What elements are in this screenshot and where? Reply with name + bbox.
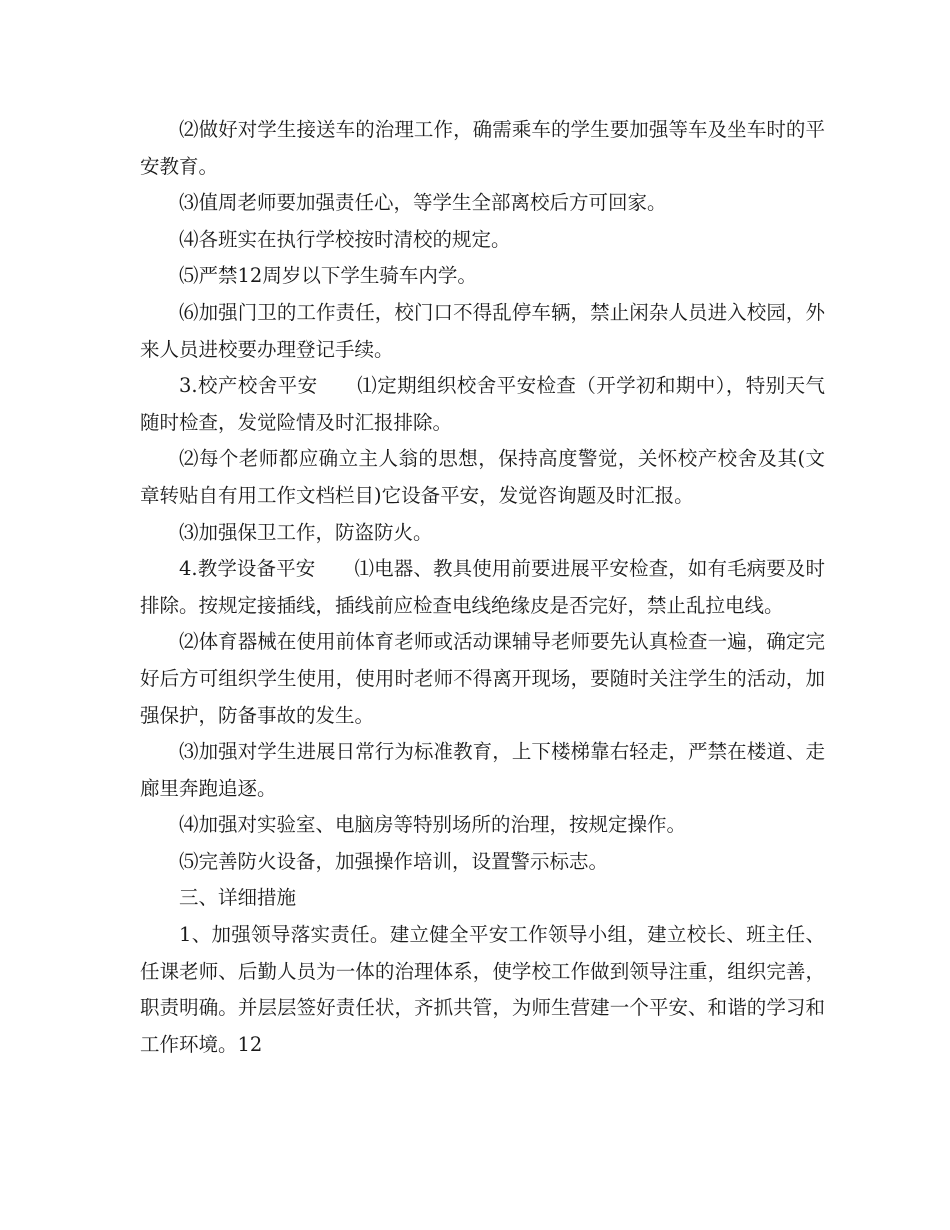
paragraph: ⑷各班实在执行学校按时清校的规定。: [179, 227, 511, 251]
paragraph: ⑵做好对学生接送车的治理工作，确需乘车的学生要加强等车及坐车时的平安教育。: [140, 118, 825, 178]
paragraph: ⑷加强对实验室、电脑房等特别场所的治理，按规定操作。: [179, 813, 687, 837]
paragraph: 1、加强领导落实责任。建立健全平安工作领导小组，建立校长、班主任、任课老师、后勤人员为一体的治理体系，使学校工作做到领导注重，组织完善，职责明确。并层层签好责任状，齐抓共管，为师生营建一个平安、和谐的学习和工作环境。12: [140, 923, 825, 1056]
paragraph: 4.教学设备平安 ⑴电器、教具使用前要进展平安检查，如有毛病要及时排除。按规定接插线，插线前应检查电线绝缘皮是否完好，禁止乱拉电线。: [140, 557, 825, 617]
paragraph: ⑵每个老师都应确立主人翁的思想，保持高度警觉，关怀校产校舍及其(文章转贴自有用工作文档栏目)它设备平安，发觉咨询题及时汇报。: [140, 447, 825, 507]
paragraph: 3.校产校舍平安 ⑴定期组织校舍平安检查（开学初和期中），特别天气随时检查，发觉险情及时汇报排除。: [140, 374, 825, 434]
section-heading: 三、详细措施: [179, 886, 297, 910]
paragraph: ⑶加强对学生进展日常行为标准教育，上下楼梯靠右轻走，严禁在楼道、走廊里奔跑追逐。: [140, 740, 825, 800]
paragraph: ⑵体育器械在使用前体育老师或活动课辅导老师要先认真检查一遍，确定完好后方可组织学生使用，使用时老师不得离开现场，要随时关注学生的活动，加强保护，防备事故的发生。: [140, 630, 825, 727]
document-body: [140, 112, 825, 1063]
paragraph: ⑸完善防火设备，加强操作培训，设置警示标志。: [179, 849, 609, 873]
paragraph: ⑶加强保卫工作，防盗防火。: [179, 520, 433, 544]
paragraph: ⑹加强门卫的工作责任，校门口不得乱停车辆，禁止闲杂人员进入校园，外来人员进校要办理登记手续。: [140, 300, 825, 361]
paragraph: ⑸严禁12周岁以下学生骑车内学。: [179, 264, 477, 288]
paragraph: ⑶值周老师要加强责任心，等学生全部离校后方可回家。: [179, 191, 667, 215]
